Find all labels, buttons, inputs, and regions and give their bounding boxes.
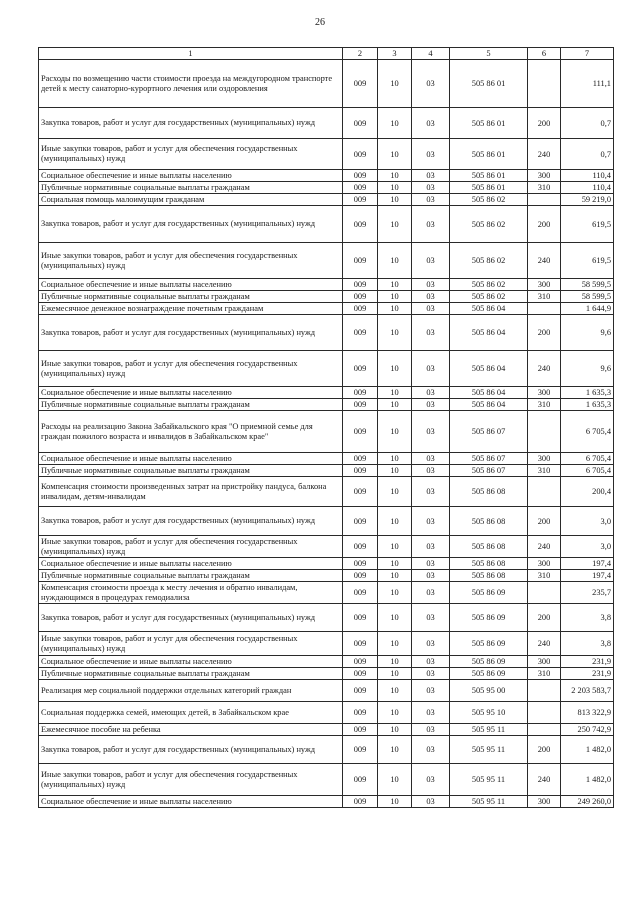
table-row [39, 291, 614, 303]
target-article-code: 505 86 04 [450, 351, 528, 387]
subsection-code: 03 [412, 206, 450, 243]
expense-type-code: 240 [528, 351, 561, 387]
ministry-code: 009 [343, 206, 378, 243]
item-name: Иные закупки товаров, работ и услуг для обеспечения государственных (муниципальных) нужд [39, 351, 343, 387]
item-name: Расходы на реализацию Закона Забайкальского края "О приемной семье для граждан пожилого возраста и инвалидов в Забайкальском крае" [39, 411, 343, 453]
item-name: Социальное обеспечение и иные выплаты населению [39, 796, 343, 808]
item-name: Социальная помощь малоимущим гражданам [39, 194, 343, 206]
target-article-code: 505 95 11 [450, 796, 528, 808]
table-row [39, 206, 614, 243]
target-article-code: 505 86 09 [450, 604, 528, 632]
expense-type-code [528, 680, 561, 702]
table-row [39, 170, 614, 182]
subsection-code: 03 [412, 668, 450, 680]
target-article-code: 505 86 01 [450, 108, 528, 139]
subsection-code: 03 [412, 796, 450, 808]
header-col-5: 5 [450, 48, 528, 60]
expense-type-code: 200 [528, 736, 561, 764]
subsection-code: 03 [412, 536, 450, 558]
ministry-code: 009 [343, 60, 378, 108]
section-code: 10 [378, 170, 412, 182]
subsection-code: 03 [412, 351, 450, 387]
table-row [39, 194, 614, 206]
expense-type-code: 310 [528, 570, 561, 582]
ministry-code: 009 [343, 668, 378, 680]
amount-value: 619,5 [561, 243, 614, 279]
target-article-code: 505 86 07 [450, 411, 528, 453]
item-name: Компенсация стоимости произведенных затрат на пристройку пандуса, балкона инвалидам, детям-инвалидам [39, 477, 343, 507]
section-code: 10 [378, 399, 412, 411]
section-code: 10 [378, 764, 412, 796]
section-code: 10 [378, 796, 412, 808]
section-code: 10 [378, 108, 412, 139]
subsection-code: 03 [412, 108, 450, 139]
ministry-code: 009 [343, 764, 378, 796]
ministry-code: 009 [343, 351, 378, 387]
item-name: Публичные нормативные социальные выплаты гражданам [39, 182, 343, 194]
section-code: 10 [378, 736, 412, 764]
ministry-code: 009 [343, 279, 378, 291]
expense-type-code: 310 [528, 182, 561, 194]
item-name: Иные закупки товаров, работ и услуг для обеспечения государственных (муниципальных) нужд [39, 536, 343, 558]
ministry-code: 009 [343, 680, 378, 702]
target-article-code: 505 86 09 [450, 632, 528, 656]
amount-value: 6 705,4 [561, 465, 614, 477]
amount-value: 0,7 [561, 108, 614, 139]
item-name: Социальное обеспечение и иные выплаты населению [39, 279, 343, 291]
section-code: 10 [378, 632, 412, 656]
budget-table [38, 47, 614, 808]
expense-type-code [528, 194, 561, 206]
section-code: 10 [378, 507, 412, 536]
table-row [39, 764, 614, 796]
target-article-code: 505 95 11 [450, 736, 528, 764]
table-row [39, 570, 614, 582]
amount-value: 1 644,9 [561, 303, 614, 315]
amount-value: 6 705,4 [561, 453, 614, 465]
target-article-code: 505 86 07 [450, 453, 528, 465]
target-article-code: 505 95 11 [450, 764, 528, 796]
table-row [39, 411, 614, 453]
amount-value: 3,0 [561, 536, 614, 558]
expense-type-code: 300 [528, 796, 561, 808]
subsection-code: 03 [412, 604, 450, 632]
ministry-code: 009 [343, 477, 378, 507]
item-name: Закупка товаров, работ и услуг для государственных (муниципальных) нужд [39, 604, 343, 632]
ministry-code: 009 [343, 399, 378, 411]
subsection-code: 03 [412, 279, 450, 291]
expense-type-code [528, 303, 561, 315]
ministry-code: 009 [343, 570, 378, 582]
amount-value: 1 635,3 [561, 387, 614, 399]
subsection-code: 03 [412, 411, 450, 453]
section-code: 10 [378, 182, 412, 194]
item-name: Публичные нормативные социальные выплаты гражданам [39, 465, 343, 477]
header-col-7: 7 [561, 48, 614, 60]
expense-type-code [528, 582, 561, 604]
expense-type-code: 240 [528, 243, 561, 279]
ministry-code: 009 [343, 604, 378, 632]
table-row [39, 507, 614, 536]
item-name: Закупка товаров, работ и услуг для государственных (муниципальных) нужд [39, 736, 343, 764]
table-row [39, 279, 614, 291]
item-name: Публичные нормативные социальные выплаты гражданам [39, 668, 343, 680]
table-row [39, 399, 614, 411]
amount-value: 59 219,0 [561, 194, 614, 206]
subsection-code: 03 [412, 303, 450, 315]
target-article-code: 505 86 09 [450, 668, 528, 680]
expense-type-code [528, 477, 561, 507]
subsection-code: 03 [412, 582, 450, 604]
table-row [39, 477, 614, 507]
target-article-code: 505 86 01 [450, 60, 528, 108]
subsection-code: 03 [412, 315, 450, 351]
section-code: 10 [378, 60, 412, 108]
item-name: Закупка товаров, работ и услуг для государственных (муниципальных) нужд [39, 206, 343, 243]
item-name: Социальное обеспечение и иные выплаты населению [39, 387, 343, 399]
item-name: Реализация мер социальной поддержки отдельных категорий граждан [39, 680, 343, 702]
table-row [39, 387, 614, 399]
section-code: 10 [378, 656, 412, 668]
section-code: 10 [378, 453, 412, 465]
target-article-code: 505 95 11 [450, 724, 528, 736]
subsection-code: 03 [412, 291, 450, 303]
subsection-code: 03 [412, 399, 450, 411]
subsection-code: 03 [412, 453, 450, 465]
target-article-code: 505 86 02 [450, 194, 528, 206]
expense-type-code [528, 60, 561, 108]
target-article-code: 505 86 09 [450, 656, 528, 668]
expense-type-code [528, 702, 561, 724]
amount-value: 110,4 [561, 170, 614, 182]
target-article-code: 505 95 10 [450, 702, 528, 724]
table-row [39, 558, 614, 570]
expense-type-code: 240 [528, 632, 561, 656]
ministry-code: 009 [343, 170, 378, 182]
table-row [39, 702, 614, 724]
target-article-code: 505 86 02 [450, 243, 528, 279]
amount-value: 197,4 [561, 570, 614, 582]
header-row [39, 48, 614, 60]
expense-type-code: 300 [528, 387, 561, 399]
table-row [39, 465, 614, 477]
amount-value: 231,9 [561, 656, 614, 668]
subsection-code: 03 [412, 465, 450, 477]
ministry-code: 009 [343, 656, 378, 668]
table-row [39, 243, 614, 279]
amount-value: 1 482,0 [561, 764, 614, 796]
amount-value: 235,7 [561, 582, 614, 604]
amount-value: 9,6 [561, 315, 614, 351]
expense-type-code: 310 [528, 668, 561, 680]
section-code: 10 [378, 387, 412, 399]
table-row [39, 604, 614, 632]
section-code: 10 [378, 477, 412, 507]
table-row [39, 656, 614, 668]
section-code: 10 [378, 139, 412, 170]
amount-value: 3,8 [561, 632, 614, 656]
table-row [39, 668, 614, 680]
subsection-code: 03 [412, 724, 450, 736]
expense-type-code: 200 [528, 604, 561, 632]
section-code: 10 [378, 291, 412, 303]
amount-value: 58 599,5 [561, 291, 614, 303]
subsection-code: 03 [412, 243, 450, 279]
item-name: Иные закупки товаров, работ и услуг для обеспечения государственных (муниципальных) нужд [39, 632, 343, 656]
amount-value: 110,4 [561, 182, 614, 194]
ministry-code: 009 [343, 315, 378, 351]
section-code: 10 [378, 604, 412, 632]
page-number: 26 [315, 17, 325, 28]
item-name: Социальное обеспечение и иные выплаты населению [39, 453, 343, 465]
header-col-3: 3 [378, 48, 412, 60]
item-name: Публичные нормативные социальные выплаты гражданам [39, 291, 343, 303]
table-row [39, 724, 614, 736]
section-code: 10 [378, 194, 412, 206]
item-name: Публичные нормативные социальные выплаты гражданам [39, 399, 343, 411]
table-row [39, 736, 614, 764]
table-header [39, 48, 614, 60]
ministry-code: 009 [343, 736, 378, 764]
ministry-code: 009 [343, 291, 378, 303]
table-row [39, 139, 614, 170]
subsection-code: 03 [412, 170, 450, 182]
item-name: Компенсация стоимости проезда к месту лечения и обратно инвалидам, нуждающимся в процедурах гемодиализа [39, 582, 343, 604]
table-body [39, 60, 614, 808]
section-code: 10 [378, 536, 412, 558]
target-article-code: 505 86 01 [450, 170, 528, 182]
expense-type-code [528, 724, 561, 736]
amount-value: 0,7 [561, 139, 614, 170]
target-article-code: 505 86 04 [450, 315, 528, 351]
ministry-code: 009 [343, 702, 378, 724]
table-row [39, 303, 614, 315]
target-article-code: 505 86 01 [450, 182, 528, 194]
section-code: 10 [378, 303, 412, 315]
item-name: Иные закупки товаров, работ и услуг для обеспечения государственных (муниципальных) нужд [39, 139, 343, 170]
subsection-code: 03 [412, 656, 450, 668]
table-row [39, 453, 614, 465]
section-code: 10 [378, 582, 412, 604]
item-name: Ежемесячное пособие на ребенка [39, 724, 343, 736]
ministry-code: 009 [343, 536, 378, 558]
header-col-6: 6 [528, 48, 561, 60]
expense-type-code: 310 [528, 291, 561, 303]
item-name: Иные закупки товаров, работ и услуг для обеспечения государственных (муниципальных) нужд [39, 764, 343, 796]
subsection-code: 03 [412, 558, 450, 570]
amount-value: 1 635,3 [561, 399, 614, 411]
target-article-code: 505 86 02 [450, 206, 528, 243]
section-code: 10 [378, 680, 412, 702]
amount-value: 6 705,4 [561, 411, 614, 453]
ministry-code: 009 [343, 411, 378, 453]
ministry-code: 009 [343, 632, 378, 656]
target-article-code: 505 86 08 [450, 536, 528, 558]
table-row [39, 182, 614, 194]
target-article-code: 505 86 02 [450, 279, 528, 291]
table-row [39, 582, 614, 604]
target-article-code: 505 86 08 [450, 477, 528, 507]
ministry-code: 009 [343, 724, 378, 736]
subsection-code: 03 [412, 736, 450, 764]
subsection-code: 03 [412, 387, 450, 399]
item-name: Публичные нормативные социальные выплаты гражданам [39, 570, 343, 582]
section-code: 10 [378, 465, 412, 477]
expense-type-code: 200 [528, 507, 561, 536]
target-article-code: 505 86 08 [450, 570, 528, 582]
table-row [39, 315, 614, 351]
amount-value: 231,9 [561, 668, 614, 680]
amount-value: 200,4 [561, 477, 614, 507]
amount-value: 9,6 [561, 351, 614, 387]
item-name: Социальное обеспечение и иные выплаты населению [39, 656, 343, 668]
table-row [39, 632, 614, 656]
subsection-code: 03 [412, 477, 450, 507]
amount-value: 58 599,5 [561, 279, 614, 291]
target-article-code: 505 86 02 [450, 291, 528, 303]
section-code: 10 [378, 668, 412, 680]
header-col-4: 4 [412, 48, 450, 60]
header-col-1: 1 [39, 48, 343, 60]
expense-type-code: 300 [528, 453, 561, 465]
expense-type-code: 240 [528, 536, 561, 558]
target-article-code: 505 86 07 [450, 465, 528, 477]
subsection-code: 03 [412, 702, 450, 724]
item-name: Закупка товаров, работ и услуг для государственных (муниципальных) нужд [39, 108, 343, 139]
target-article-code: 505 86 08 [450, 507, 528, 536]
section-code: 10 [378, 279, 412, 291]
subsection-code: 03 [412, 194, 450, 206]
ministry-code: 009 [343, 387, 378, 399]
subsection-code: 03 [412, 570, 450, 582]
amount-value: 3,8 [561, 604, 614, 632]
expense-type-code: 300 [528, 279, 561, 291]
target-article-code: 505 86 04 [450, 399, 528, 411]
expense-type-code: 240 [528, 139, 561, 170]
expense-type-code: 310 [528, 465, 561, 477]
table-row [39, 351, 614, 387]
subsection-code: 03 [412, 60, 450, 108]
header-col-2: 2 [343, 48, 378, 60]
section-code: 10 [378, 315, 412, 351]
amount-value: 197,4 [561, 558, 614, 570]
target-article-code: 505 86 01 [450, 139, 528, 170]
section-code: 10 [378, 351, 412, 387]
amount-value: 1 482,0 [561, 736, 614, 764]
expense-type-code: 240 [528, 764, 561, 796]
ministry-code: 009 [343, 108, 378, 139]
section-code: 10 [378, 702, 412, 724]
amount-value: 249 260,0 [561, 796, 614, 808]
subsection-code: 03 [412, 632, 450, 656]
target-article-code: 505 95 00 [450, 680, 528, 702]
target-article-code: 505 86 04 [450, 387, 528, 399]
expense-type-code: 300 [528, 558, 561, 570]
ministry-code: 009 [343, 243, 378, 279]
table-row [39, 680, 614, 702]
expense-type-code: 300 [528, 170, 561, 182]
item-name: Социальное обеспечение и иные выплаты населению [39, 558, 343, 570]
expense-type-code: 300 [528, 656, 561, 668]
amount-value: 3,0 [561, 507, 614, 536]
amount-value: 2 203 583,7 [561, 680, 614, 702]
subsection-code: 03 [412, 139, 450, 170]
ministry-code: 009 [343, 558, 378, 570]
expense-type-code: 200 [528, 206, 561, 243]
subsection-code: 03 [412, 680, 450, 702]
amount-value: 250 742,9 [561, 724, 614, 736]
ministry-code: 009 [343, 194, 378, 206]
section-code: 10 [378, 206, 412, 243]
item-name: Социальное обеспечение и иные выплаты населению [39, 170, 343, 182]
ministry-code: 009 [343, 303, 378, 315]
table-row [39, 796, 614, 808]
item-name: Закупка товаров, работ и услуг для государственных (муниципальных) нужд [39, 315, 343, 351]
table-row [39, 108, 614, 139]
item-name: Социальная поддержка семей, имеющих детей, в Забайкальском крае [39, 702, 343, 724]
expense-type-code: 310 [528, 399, 561, 411]
ministry-code: 009 [343, 507, 378, 536]
item-name: Иные закупки товаров, работ и услуг для обеспечения государственных (муниципальных) нужд [39, 243, 343, 279]
item-name: Расходы по возмещению части стоимости проезда на междугородном транспорте детей к месту санаторно-курортного лечения или оздоровления [39, 60, 343, 108]
section-code: 10 [378, 724, 412, 736]
expense-type-code: 200 [528, 315, 561, 351]
table-row [39, 60, 614, 108]
ministry-code: 009 [343, 139, 378, 170]
subsection-code: 03 [412, 507, 450, 536]
amount-value: 111,1 [561, 60, 614, 108]
ministry-code: 009 [343, 582, 378, 604]
target-article-code: 505 86 04 [450, 303, 528, 315]
amount-value: 619,5 [561, 206, 614, 243]
table-row [39, 536, 614, 558]
item-name: Закупка товаров, работ и услуг для государственных (муниципальных) нужд [39, 507, 343, 536]
expense-type-code [528, 411, 561, 453]
ministry-code: 009 [343, 182, 378, 194]
ministry-code: 009 [343, 453, 378, 465]
target-article-code: 505 86 08 [450, 558, 528, 570]
target-article-code: 505 86 09 [450, 582, 528, 604]
subsection-code: 03 [412, 764, 450, 796]
section-code: 10 [378, 411, 412, 453]
expense-type-code: 200 [528, 108, 561, 139]
ministry-code: 009 [343, 796, 378, 808]
amount-value: 813 322,9 [561, 702, 614, 724]
ministry-code: 009 [343, 465, 378, 477]
section-code: 10 [378, 558, 412, 570]
section-code: 10 [378, 243, 412, 279]
section-code: 10 [378, 570, 412, 582]
item-name: Ежемесячное денежное вознаграждение почетным гражданам [39, 303, 343, 315]
subsection-code: 03 [412, 182, 450, 194]
